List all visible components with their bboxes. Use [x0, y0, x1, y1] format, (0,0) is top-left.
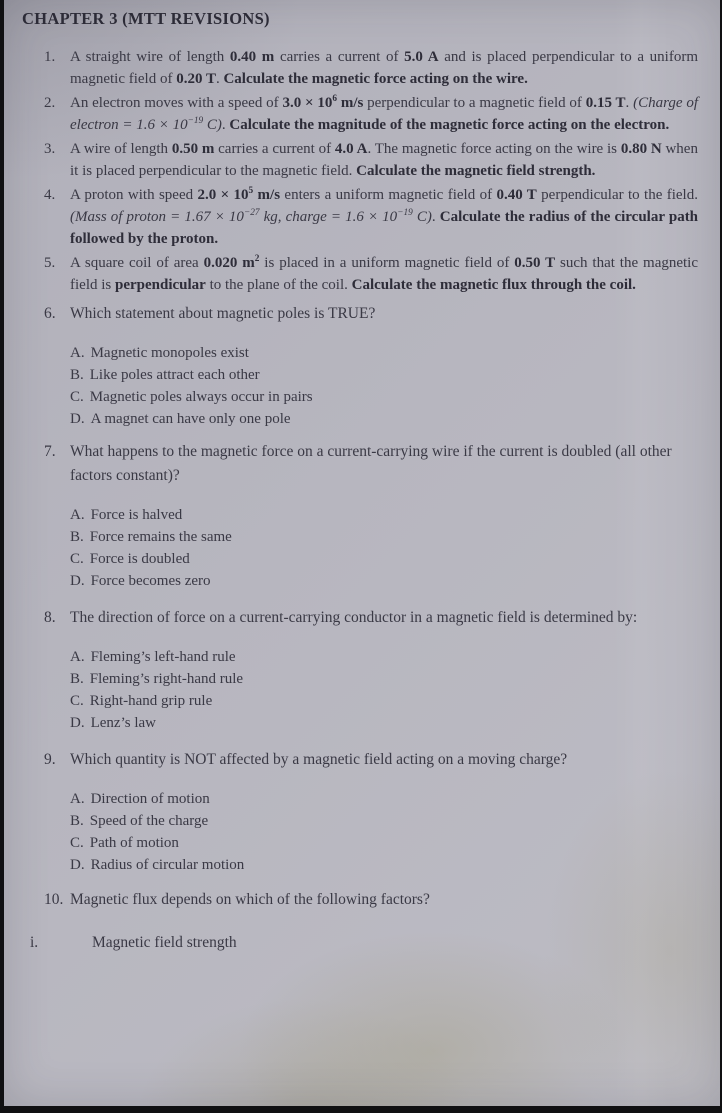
question-number: 7.	[44, 443, 56, 460]
question-row	[44, 138, 698, 182]
text-segment: and is placed perpendicular to a uniform magnetic field of	[70, 49, 698, 87]
question-text	[70, 138, 698, 182]
text-segment: Magnetic flux depends on which of the following factors?	[70, 891, 430, 908]
question-row	[44, 606, 698, 630]
text-segment: to the plane of the coil.	[205, 277, 352, 293]
answer-option	[70, 810, 698, 832]
answer-option	[70, 342, 698, 364]
option-label: B.	[70, 671, 84, 687]
answer-option	[70, 668, 698, 690]
question-row	[44, 46, 698, 90]
option-text: Force remains the same	[89, 529, 232, 545]
question-8	[44, 606, 698, 734]
text-segment: Calculate the magnetic force acting on the wire.	[223, 71, 528, 87]
text-segment: when it is placed perpendicular to the magnetic field.	[70, 141, 698, 179]
question-row	[44, 252, 698, 296]
option-label: D.	[70, 411, 85, 427]
option-label: B.	[70, 813, 84, 829]
text-segment: m/s	[253, 187, 281, 203]
text-segment: 0.020 m	[203, 255, 255, 271]
question-10	[30, 888, 698, 954]
options-list	[70, 342, 698, 430]
option-label: C.	[70, 835, 84, 851]
option-label: A.	[70, 791, 85, 807]
question-9	[44, 748, 698, 876]
option-label: B.	[70, 529, 84, 545]
answer-option	[70, 832, 698, 854]
option-text: Magnetic monopoles exist	[90, 345, 249, 361]
text-segment: 0.50 m	[171, 141, 215, 157]
question-number: 1.	[44, 49, 56, 65]
option-label: C.	[70, 551, 84, 567]
option-label: D.	[70, 715, 85, 731]
answer-option	[70, 712, 698, 734]
text-segment: (Mass of proton = 1.67 × 10	[70, 209, 244, 225]
answer-option	[70, 408, 698, 430]
sub-item	[30, 932, 698, 954]
option-text: Force is doubled	[89, 551, 190, 567]
answer-option	[70, 854, 698, 876]
worksheet-page	[4, 0, 720, 1106]
question-number: 8.	[44, 609, 56, 626]
question-number: 5.	[44, 255, 56, 271]
option-label: B.	[70, 367, 84, 383]
question-row	[44, 748, 698, 772]
text-segment: C)	[412, 209, 432, 225]
question-text	[70, 46, 698, 90]
option-text: Lenz’s law	[90, 715, 156, 731]
answer-option	[70, 570, 698, 592]
text-segment: kg, charge = 1.6 × 10	[259, 209, 398, 225]
text-segment: . The magnetic force acting on the wire is	[367, 141, 621, 157]
text-segment: m/s	[337, 95, 364, 111]
question-number: 2.	[44, 95, 56, 111]
text-segment: 5	[248, 186, 254, 196]
answer-option	[70, 646, 698, 668]
question-row	[44, 440, 698, 488]
question-2	[44, 92, 698, 136]
answer-option	[70, 504, 698, 526]
text-segment: −27	[243, 208, 260, 218]
option-text: Direction of motion	[90, 791, 210, 807]
text-segment: What happens to the magnetic force on a current-carrying wire if the current is doubled (all other factors constant)?	[70, 443, 672, 484]
question-row	[44, 184, 698, 250]
question-text	[70, 440, 698, 488]
text-segment: A wire of length	[70, 141, 172, 157]
option-label: C.	[70, 389, 84, 405]
question-3	[44, 138, 698, 182]
question-row	[44, 92, 698, 136]
sub-item-label: i.	[30, 934, 39, 951]
question-number: 10.	[44, 891, 64, 908]
text-segment: 3.0 × 10	[282, 95, 333, 111]
text-segment: −19	[397, 208, 413, 218]
option-label: A.	[70, 345, 85, 361]
text-segment: Calculate the magnetic field strength.	[356, 163, 596, 179]
option-text: Speed of the charge	[89, 813, 209, 829]
question-number: 3.	[44, 141, 56, 157]
text-segment: 6	[332, 94, 338, 104]
question-text	[70, 252, 698, 296]
text-segment: perpendicular to a magnetic field of	[363, 95, 586, 111]
question-text	[70, 184, 698, 250]
question-5	[44, 252, 698, 296]
options-list	[70, 504, 698, 592]
options-list	[70, 646, 698, 734]
text-segment: A proton with speed	[70, 187, 198, 203]
text-segment: perpendicular	[115, 277, 206, 293]
text-segment: .	[215, 71, 224, 87]
text-segment: is placed in a uniform magnetic field of	[259, 255, 515, 271]
answer-option	[70, 386, 698, 408]
text-segment: carries a current of	[214, 141, 335, 157]
questions-list	[30, 46, 699, 954]
text-segment: Calculate the magnetic flux through the coil.	[351, 277, 636, 293]
text-segment: .	[221, 117, 230, 133]
text-segment: Which statement about magnetic poles is TRUE?	[70, 305, 376, 322]
text-segment: C)	[203, 117, 222, 133]
text-segment: 0.40 m	[229, 49, 275, 65]
question-text	[70, 748, 698, 772]
text-segment: perpendicular to the field.	[536, 187, 698, 203]
option-label: A.	[70, 649, 85, 665]
question-number: 4.	[44, 187, 56, 203]
question-7	[44, 440, 698, 592]
text-segment: 0.20 T	[176, 71, 216, 87]
question-text	[70, 302, 698, 326]
answer-option	[70, 690, 698, 712]
option-text: Force becomes zero	[90, 573, 211, 589]
text-segment: 2	[254, 254, 260, 264]
option-text: Fleming’s right-hand rule	[89, 671, 244, 687]
text-segment: .	[625, 95, 634, 111]
question-1	[44, 46, 698, 90]
options-list	[70, 788, 698, 876]
text-segment: −19	[187, 116, 204, 126]
option-text: Like poles attract each other	[89, 367, 260, 383]
answer-option	[70, 548, 698, 570]
answer-option	[70, 526, 698, 548]
text-segment: 5.0 A	[404, 49, 439, 65]
text-segment: 0.80 N	[620, 141, 662, 157]
text-segment: carries a current of	[274, 49, 405, 65]
option-text: A magnet can have only one pole	[90, 411, 291, 427]
answer-option	[70, 788, 698, 810]
text-segment: 2.0 × 10	[197, 187, 249, 203]
question-4	[44, 184, 698, 250]
option-text: Fleming’s left-hand rule	[90, 649, 236, 665]
page-title: CHAPTER 3 (MTT REVISIONS)	[22, 9, 270, 28]
text-segment: The direction of force on a current-carrying conductor in a magnetic field is determined by:	[70, 609, 638, 626]
text-segment: 0.50 T	[514, 255, 556, 271]
text-segment: 0.15 T	[585, 95, 626, 111]
option-text: Magnetic poles always occur in pairs	[89, 389, 313, 405]
option-label: D.	[70, 573, 85, 589]
option-text: Right-hand grip rule	[89, 693, 213, 709]
text-segment: Calculate the magnitude of the magnetic force acting on the electron.	[229, 117, 670, 133]
question-row	[44, 302, 698, 326]
text-segment: A square coil of area	[70, 255, 204, 271]
option-label: C.	[70, 693, 84, 709]
question-6	[44, 302, 698, 430]
question-text	[70, 92, 698, 136]
text-segment: A straight wire of length	[70, 49, 230, 65]
question-text	[70, 606, 698, 630]
sub-item-text: Magnetic field strength	[92, 934, 237, 951]
text-segment: Which quantity is NOT affected by a magnetic field acting on a moving charge?	[70, 751, 568, 768]
text-segment: 4.0 A	[334, 141, 368, 157]
text-segment: 0.40 T	[496, 187, 537, 203]
question-number: 9.	[44, 751, 56, 768]
option-label: D.	[70, 857, 85, 873]
question-row	[44, 888, 698, 912]
question-text	[70, 888, 698, 912]
option-label: A.	[70, 507, 85, 523]
answer-option	[70, 364, 698, 386]
text-segment: enters a uniform magnetic field of	[280, 187, 497, 203]
text-segment: An electron moves with a speed of	[70, 95, 283, 111]
option-text: Force is halved	[90, 507, 183, 523]
text-segment: (Charge of electron = 1.6 × 10	[70, 95, 699, 133]
text-segment: such that the magnetic field is	[70, 255, 699, 293]
option-text: Radius of circular motion	[90, 857, 245, 873]
option-text: Path of motion	[89, 835, 179, 851]
text-segment: .	[431, 209, 440, 225]
question-number: 6.	[44, 305, 56, 322]
text-segment: Calculate the radius of the circular path followed by the proton.	[70, 209, 699, 247]
